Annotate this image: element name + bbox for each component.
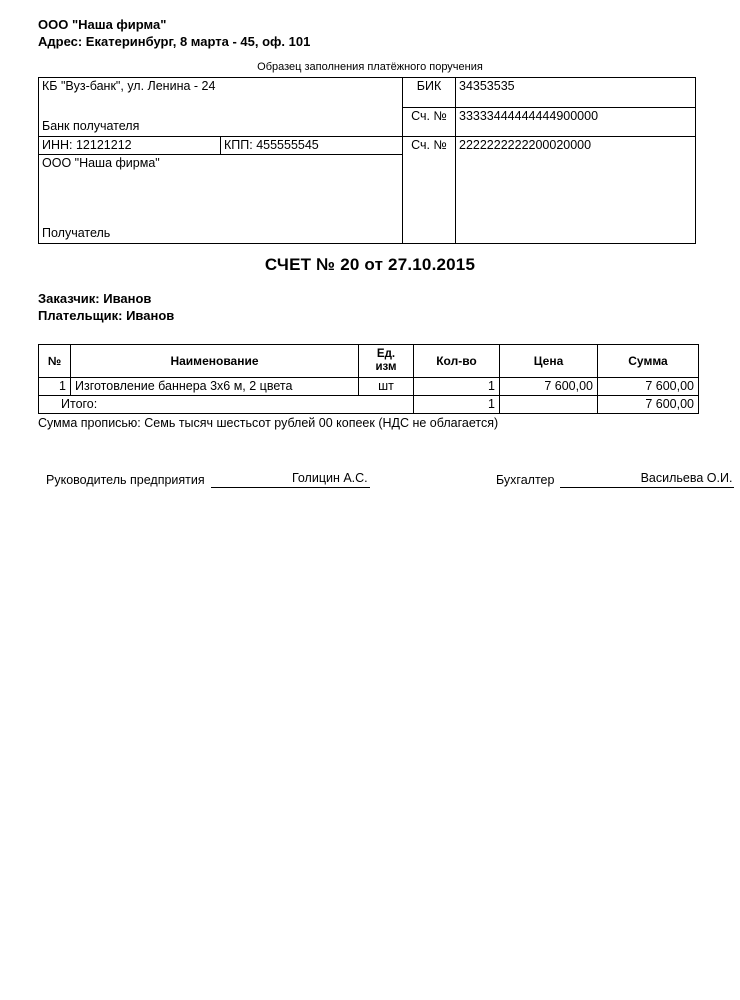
accountant-signature-group [496,470,734,488]
bik-value: 34353535 [456,78,696,108]
recipient-cell [39,155,403,244]
corr-account-value: 33333444444444900000 [456,107,696,137]
col-header-price: Цена [500,345,598,378]
recipient-name: ООО "Наша фирма" [42,156,160,170]
director-role-label: Руководитель предприятия [46,473,205,487]
total-label: Итого: [39,396,414,414]
sum-in-words: Сумма прописью: Семь тысяч шестьсот рублей 00 копеек (НДС не облагается) [38,416,499,430]
bank-name-cell [39,78,403,137]
invoice-title: СЧЕТ № 20 от 27.10.2015 [264,255,476,274]
inn-cell: ИНН: 12121212 [39,137,221,155]
director-signature-line: Голицин А.С. [211,470,370,488]
total-sum: 7 600,00 [598,396,699,414]
bik-label: БИК [403,78,456,108]
cell-sum: 7 600,00 [598,378,699,396]
cell-name: Изготовление баннера 3х6 м, 2 цвета [71,378,359,396]
total-price-empty [500,396,598,414]
col-header-sum: Сумма [598,345,699,378]
col-header-name: Наименование [71,345,359,378]
total-qty: 1 [414,396,500,414]
accountant-role-label: Бухгалтер [496,473,555,487]
col-header-unit [359,345,414,378]
cell-unit: шт [359,378,414,396]
parties-block [38,290,174,324]
kpp-cell: КПП: 455555545 [221,137,403,155]
table-total-row [39,396,699,414]
account-label: Сч. № [403,137,456,244]
company-header [38,16,310,50]
customer-line: Заказчик: Иванов [38,291,152,306]
table-row [39,78,696,108]
corr-account-label: Сч. № [403,107,456,137]
accountant-signature-line: Васильева О.И. [560,470,734,488]
recipient-caption: Получатель [42,226,111,240]
cell-qty: 1 [414,378,500,396]
items-table-wrapper [38,344,698,414]
director-signature-group [46,470,370,488]
items-table [38,344,699,414]
account-value: 2222222222200020000 [456,137,696,244]
col-header-qty: Кол-во [414,345,500,378]
col-header-unit-line1: Ед. [376,348,396,360]
payer-line: Плательщик: Иванов [38,308,175,323]
bank-name: КБ "Вуз-банк", ул. Ленина - 24 [42,79,216,93]
col-header-num: № [39,345,71,378]
col-header-unit-line2: изм [375,361,397,373]
bank-caption: Банк получателя [42,119,140,133]
company-name: ООО "Наша фирма" [38,17,167,32]
company-address: Адрес: Екатеринбург, 8 марта - 45, оф. 101 [38,34,311,49]
cell-num: 1 [39,378,71,396]
bank-requisites-table [38,77,696,244]
items-header-row [39,345,699,378]
document-caption: Образец заполнения платёжного поручения [257,61,483,73]
table-row [39,378,699,396]
cell-price: 7 600,00 [500,378,598,396]
bank-requisites-block [38,77,695,239]
table-row [39,137,696,155]
